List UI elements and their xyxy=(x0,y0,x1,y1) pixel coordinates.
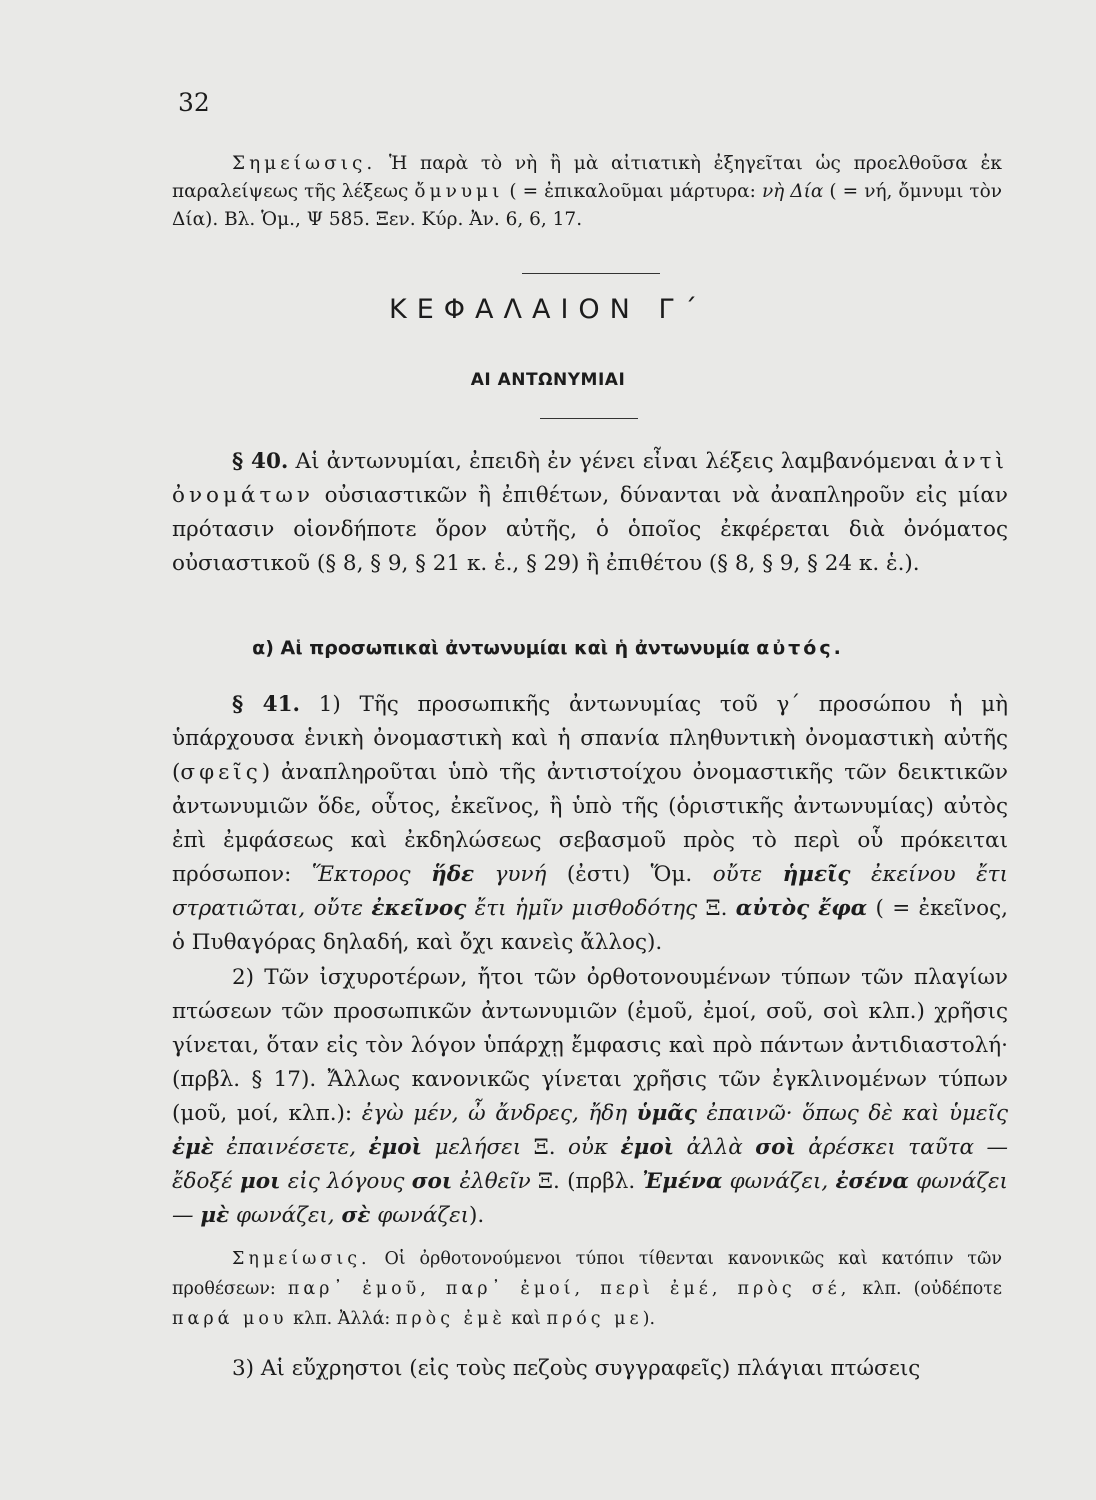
page-number: 32 xyxy=(178,88,210,117)
section-40-paragraph: § 40. Αἱ ἀντωνυμίαι, ἐπειδὴ ἐν γένει εἶναι λέξεις λαμβανόμεναι ἀντὶ ὀνομάτων οὐσιαστικῶν ἢ ἐπιθέτων, δύνανται νὰ ἀναπληροῦν εἰς μίαν πρότασιν οἱονδήποτε ὅρον αὐτῆς, ὁ ὁποῖος ἐκφέρεται διὰ ὀνόματος οὐσιαστικοῦ (§ 8, § 9, § 21 κ. ἑ., § 29) ἢ ἐπιθέτου (§ 8, § 9, § 24 κ. ἑ.). xyxy=(172,449,1008,576)
subsection-heading: α) Αἱ προσωπικαὶ ἀντωνυμίαι καὶ ἡ ἀντωνυμία αὐτός. xyxy=(252,637,844,659)
point-3-paragraph: 3) Αἱ εὔχρηστοι (εἰς τοὺς πεζοὺς συγγραφεῖς) πλάγιαι πτώσεις xyxy=(232,1356,921,1381)
point-2-paragraph: 2) Τῶν ἰσχυροτέρων, ἤτοι τῶν ὀρθοτονουμένων τύπων τῶν πλαγίων πτώσεων τῶν προσωπικῶν ἀντωνυμιῶν (ἐμοῦ, ἐμοί, σοῦ, σοὶ κλπ.) χρῆσις γίνεται, ὅταν εἰς τὸν λόγον ὑπάρχῃ ἔμφασις καὶ πρὸ πάντων ἀντιδιαστολή· (πρβλ. § 17). Ἄλλως κανονικῶς γίνεται χρῆσις τῶν ἐγκλινομένων τύπων (μοῦ, μοί, κλπ.): ἐγὼ μέν, ὦ ἄνδρες, ἤδη ὑμᾶς ἐπαινῶ· ὅπως δὲ καὶ ὑμεῖς ἐμὲ ἐπαινέσετε, ἐμοὶ μελήσει Ξ. οὐκ ἐμοὶ ἀλλὰ σοὶ ἀρέσκει ταῦτα — ἔδοξέ μοι εἰς λόγους σοι ἐλθεῖν Ξ. (πρβλ. Ἐμένα φωνάζει, ἐσένα φωνάζει — μὲ φωνάζει, σὲ φωνάζει). xyxy=(172,965,1009,1228)
chapter-title: ΚΕΦΑΛΑΙΟΝ Γ΄ xyxy=(389,294,707,325)
chapter-subtitle: ΑΙ ΑΝΤΩΝΥΜΙΑΙ xyxy=(470,370,626,390)
section-41-paragraph: § 41. 1) Τῆς προσωπικῆς ἀντωνυμίας τοῦ γ΄ προσώπου ἡ μὴ ὑπάρχουσα ἑνικὴ ὀνομαστικὴ καὶ ἡ σπανία πληθυντικὴ ὀνομαστικὴ αὐτῆς (σφεῖς) ἀναπληροῦται ὑπὸ τῆς ἀντιστοίχου ὀνομαστικῆς τῶν δεικτικῶν ἀντωνυμιῶν ὅδε, οὗτος, ἐκεῖνος, ἢ ὑπὸ τῆς (ὁριστικῆς ἀντωνυμίας) αὐτὸς ἐπὶ ἐμφάσεως καὶ ἐκδηλώσεως σεβασμοῦ πρὸς τὸ περὶ οὗ πρόκειται πρόσωπον: Ἕκτορος ἥδε γυνή (ἐστι) Ὅμ. οὔτε ἡμεῖς ἐκείνου ἔτι στρατιῶται, οὔτε ἐκεῖνος ἔτι ἡμῖν μισθοδότης Ξ. αὐτὸς ἔφα ( = ἐκεῖνος, ὁ Πυθαγόρας δηλαδή, καὶ ὄχι κανεὶς ἄλλος). xyxy=(172,692,1008,955)
note-paragraph: Σημείωσις. Ἡ παρὰ τὸ νὴ ἢ μὰ αἰτιατικὴ ἐξηγεῖται ὡς προελθοῦσα ἐκ παραλείψεως τῆς λέξεως ὄμνυμι ( = ἐπικαλοῦμαι μάρτυρα: νὴ Δία ( = νή, ὄμνυμι τὸν Δία). Βλ. Ὁμ., Ψ 585. Ξεν. Κύρ. Ἀν. 6, 6, 17. xyxy=(172,153,1002,230)
note-label: Σημείωσις. xyxy=(232,153,377,174)
section-number: § 41. xyxy=(232,692,301,717)
divider-rule xyxy=(540,418,638,419)
divider-rule xyxy=(522,273,660,274)
section-number: § 40. xyxy=(232,449,289,474)
note-paragraph: Σημείωσις. Οἱ ὀρθοτονούμενοι τύποι τίθενται κανονικῶς καὶ κατόπιν τῶν προθέσεων: παρ᾽ ἐμοῦ, παρ᾽ ἐμοί, περὶ ἐμέ, πρὸς σέ, κλπ. (οὐδέποτε παρά μου κλπ. Ἀλλά: πρὸς ἐμὲ καὶ πρός με). xyxy=(172,1249,1002,1329)
note-label: Σημείωσις. xyxy=(232,1249,371,1269)
